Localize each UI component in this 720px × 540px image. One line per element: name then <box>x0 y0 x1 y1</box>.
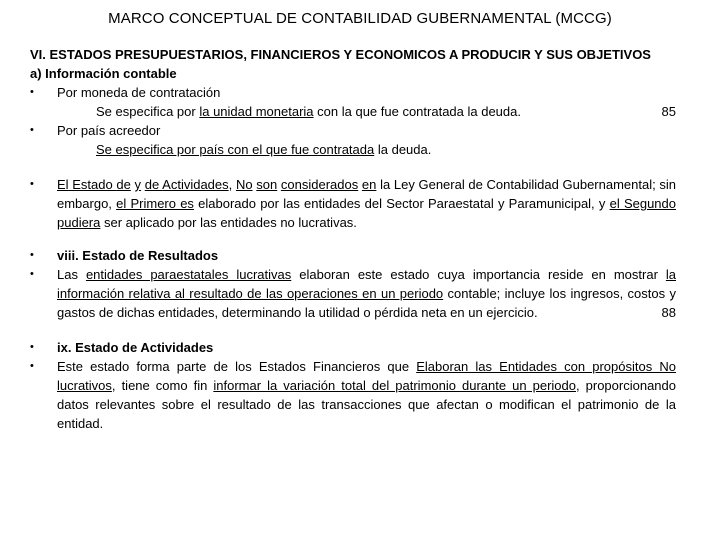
text-run: el Segundo pudiera <box>57 196 676 230</box>
text-run: elaboran este estado cuya importancia reside en mostrar <box>291 267 666 282</box>
text-run: de <box>144 177 163 192</box>
text-run: en <box>361 177 377 192</box>
bullet-actividades-heading <box>30 338 676 357</box>
bullet-marker: • <box>30 360 34 372</box>
text-run: Este estado forma parte de los Estados Financieros que <box>57 359 417 374</box>
text-run: considerados <box>280 177 359 192</box>
bullet-resultados-body <box>30 265 676 322</box>
text-run: ser aplicado por las entidades no lucrativas. <box>100 215 357 230</box>
bullet-marker: • <box>30 341 34 353</box>
text-run: Elaboran las Entidades con propósitos No lucrativos <box>57 359 676 393</box>
text-run: y <box>134 177 142 192</box>
bullet-marker: • <box>30 268 34 280</box>
pais-desc-underlined: Se especifica por país con el que fue contratada <box>96 142 375 157</box>
text-run: elaborado por las entidades del Sector Paraestatal y Paramunicipal, y <box>193 196 610 211</box>
actividades-heading: ix. Estado de Actividades <box>57 340 214 355</box>
text-run: informar la variación total del patrimonio durante un periodo <box>213 378 576 393</box>
bullet-marker: • <box>30 124 34 136</box>
text-run: entidades paraestatales lucrativas <box>85 267 292 282</box>
bullet-moneda <box>30 83 676 102</box>
text-run: Actividades <box>162 177 229 192</box>
section-heading: VI. ESTADOS PRESUPUESTARIOS, FINANCIEROS Y ECONOMICOS A PRODUCIR Y SUS OBJETIVOS <box>30 47 651 62</box>
moneda-desc-text-end: con la que fue contratada la deuda. <box>313 104 521 119</box>
bullet-pais <box>30 121 676 140</box>
text-run: la información relativa al resultado de las operaciones en un periodo <box>57 267 677 301</box>
bullet-estado-paragraph <box>30 175 676 232</box>
bullet-resultados-heading <box>30 246 676 265</box>
moneda-desc-text: Se especifica por <box>96 104 200 119</box>
bullet-marker: • <box>30 86 34 98</box>
actividades-paragraph <box>57 359 676 431</box>
estado-paragraph <box>57 177 676 230</box>
text-run: el Primero es <box>116 196 194 211</box>
bullet-actividades-body <box>30 357 676 433</box>
text-run: No <box>235 177 253 192</box>
moneda-label: Por moneda de contratación <box>57 85 221 100</box>
bullet-marker: • <box>30 249 34 261</box>
subsection-heading: a) Información contable <box>30 66 177 81</box>
page-number: 88 <box>661 305 676 320</box>
moneda-desc-underlined: la unidad monetaria <box>199 104 314 119</box>
text-run: Las <box>57 267 86 282</box>
text-run: la Ley General de Contabilidad Gubernamental; sin embargo, <box>57 177 677 211</box>
resultados-heading: viii. Estado de Resultados <box>57 248 219 263</box>
text-run: son <box>256 177 278 192</box>
page-title: MARCO CONCEPTUAL DE CONTABILIDAD GUBERNAMENTAL (MCCG) <box>108 10 612 27</box>
document-body <box>30 45 676 433</box>
text-run: de <box>116 177 131 192</box>
text-run: contable; incluye los ingresos, costos y gastos de dichas entidades, determinando la utilidad o pérdida neta en un ejercicio. <box>57 286 676 320</box>
pais-label: Por país acreedor <box>57 123 161 138</box>
text-run: , tiene como fin <box>111 378 214 393</box>
text-run: , <box>228 177 236 192</box>
text-run: El <box>57 177 69 192</box>
pais-desc-text: la deuda. <box>374 142 432 157</box>
moneda-description <box>30 102 676 121</box>
page-number: 85 <box>661 104 676 119</box>
bullet-marker: • <box>30 178 34 190</box>
text-run: , proporcionando datos relevantes sobre el resultado de las transacciones que afectan o modifican el patrimonio de la entidad. <box>57 378 676 431</box>
pais-description <box>30 140 676 159</box>
text-run: Estado <box>68 177 117 192</box>
